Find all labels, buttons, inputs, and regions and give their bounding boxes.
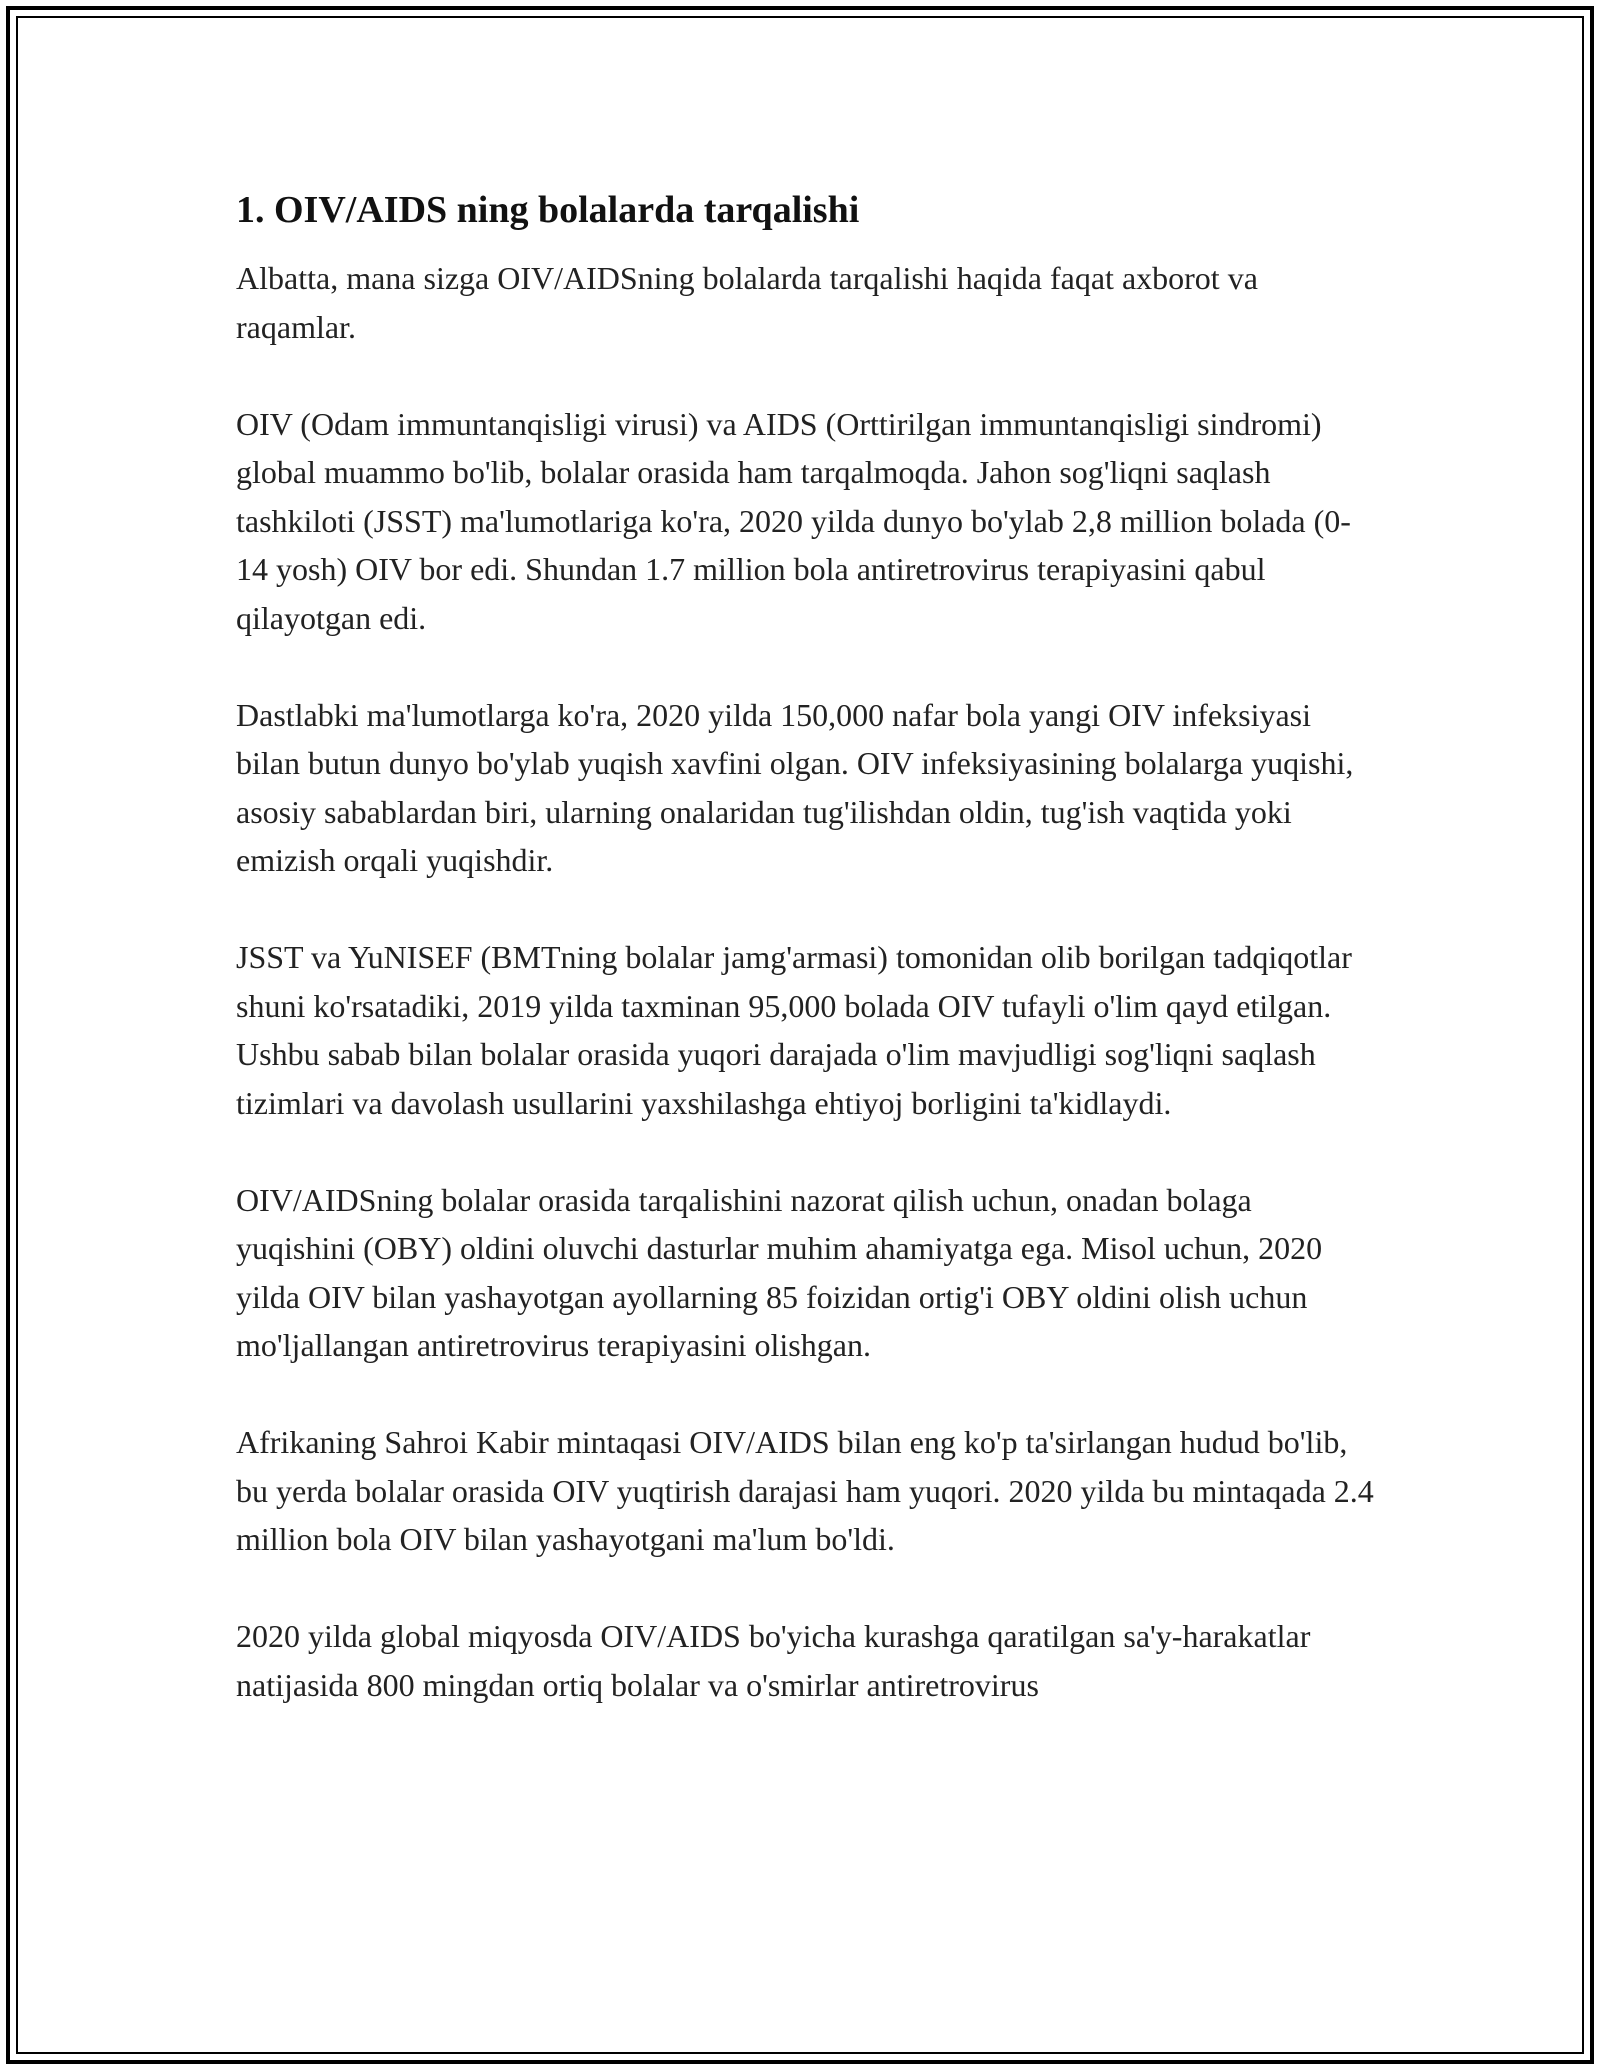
paragraph-deaths: JSST va YuNISEF (BMTning bolalar jamg'armasi) tomonidan olib borilgan tadqiqotlar shuni ko'rsatadiki, 2019 yilda taxminan 95,000 bolada OIV tufayli o'lim qayd etilgan. Ushbu sabab bilan bolalar orasida yuqori darajada o'lim mavjudligi sog'liqni saqlash tizimlari va davolash usullarini yaxshilashga ehtiyoj borligini ta'kidlaydi.	[236, 939, 1352, 1121]
paragraph-new-infections: Dastlabki ma'lumotlarga ko'ra, 2020 yilda 150,000 nafar bola yangi OIV infeksiyasi bilan butun dunyo bo'ylab yuqish xavfini olgan. OIV infeksiyasining bolalarga yuqishi, asosiy sabablardan biri, ularning onalaridan tug'ilishdan oldin, tug'ish vaqtida yoki emizish orqali yuqishdir.	[236, 696, 1354, 878]
paragraph-prevention: OIV/AIDSning bolalar orasida tarqalishini nazorat qilish uchun, onadan bolaga yuqishini (OBY) oldini oluvchi dasturlar muhim ahamiyatga ega. Misol uchun, 2020 yilda OIV bilan yashayotgan ayollarning 85 foizidan ortig'i OBY oldini olish uchun mo'ljallangan antiretrovirus terapiyasini olishgan.	[236, 1181, 1323, 1363]
paragraph-definition: OIV (Odam immuntanqisligi virusi) va AIDS (Orttirilgan immuntanqisligi sindromi) global muammo bo'lib, bolalar orasida ham tarqalmoqda. Jahon sog'liqni saqlash tashkiloti (JSST) ma'lumotlariga ko'ra, 2020 yilda dunyo bo'ylab 2,8 million bolada (0-14 yosh) OIV bor edi. Shundan 1.7 million bola antiretrovirus terapiyasini qabul qilayotgan edi.	[236, 405, 1351, 636]
paragraph-africa: Afrikaning Sahroi Kabir mintaqasi OIV/AIDS bilan eng ko'p ta'sirlangan hudud bo'lib, bu yerda bolalar orasida OIV yuqtirish darajasi ham yuqori. 2020 yilda bu mintaqada 2.4 million bola OIV bilan yashayotgani ma'lum bo'ldi.	[236, 1424, 1374, 1557]
document-body	[236, 184, 1376, 1709]
paragraph-global-efforts: 2020 yilda global miqyosda OIV/AIDS bo'yicha kurashga qaratilgan sa'y-harakatlar natijasida 800 mingdan ortiq bolalar va o'smirlar antiretrovirus	[236, 1618, 1311, 1703]
page-title: 1. OIV/AIDS ning bolalarda tarqalishi	[236, 189, 860, 231]
paragraph-intro: Albatta, mana sizga OIV/AIDSning bolalarda tarqalishi haqida faqat axborot va raqamlar.	[236, 260, 1258, 345]
